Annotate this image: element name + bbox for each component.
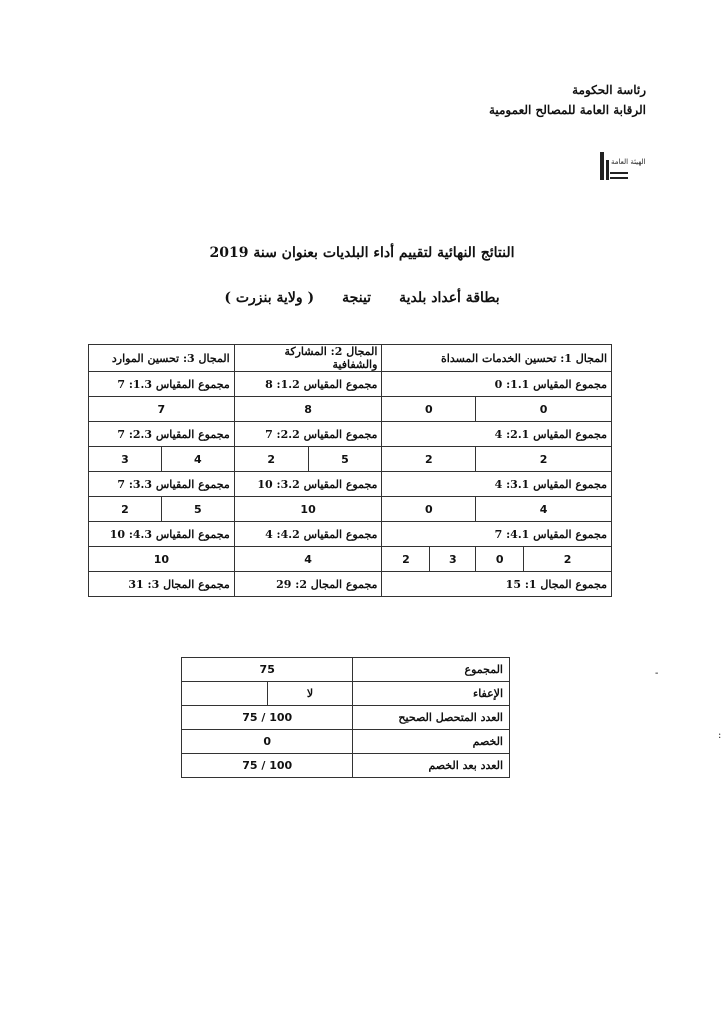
- measure-label: مجموع المقياس 1.2: 8: [234, 372, 382, 397]
- card-label: بطاقة أعداد بلدية: [399, 290, 500, 306]
- measure-label: مجموع المقياس 4.1: 7: [382, 522, 612, 547]
- measure-label: مجموع المقياس 2.1: 4: [382, 422, 612, 447]
- summary-value: 100 / 75: [182, 706, 353, 730]
- logo-icon: [596, 150, 646, 182]
- criterion-value: 2: [89, 497, 162, 522]
- page-title: النتائج النهائية لتقييم أداء البلديات بعنوان سنة 2019: [209, 245, 515, 261]
- criterion-value: 3: [89, 447, 162, 472]
- criterion-value: 0: [476, 547, 524, 572]
- measure-label: مجموع المقياس 2.2: 7: [234, 422, 382, 447]
- header-line-1: رئاسة الحكومة: [572, 83, 646, 97]
- criterion-value: 4: [234, 547, 382, 572]
- summary-label: المجموع: [353, 658, 510, 682]
- criterion-value: 4: [161, 447, 234, 472]
- criterion-value: 3: [430, 547, 476, 572]
- summary-value: 100 / 75: [182, 754, 353, 778]
- scan-mark: :: [718, 730, 722, 741]
- criterion-value: 0: [382, 497, 476, 522]
- measure-label: مجموع المقياس 4.2: 4: [234, 522, 382, 547]
- domain-2-title: المجال 2: المشاركة والشفافية: [234, 345, 382, 372]
- measure-label: مجموع المقياس 2.3: 7: [89, 422, 235, 447]
- criterion-value: 10: [89, 547, 235, 572]
- header-line-2: الرقابة العامة للمصالح العمومية: [488, 103, 646, 117]
- summary-label: الإعفاء: [353, 682, 510, 706]
- measure-label: مجموع المقياس 3.3: 7: [89, 472, 235, 497]
- criterion-value: 10: [234, 497, 382, 522]
- criterion-value: 0: [476, 397, 612, 422]
- criterion-value: 2: [382, 547, 430, 572]
- criterion-value: 0: [382, 397, 476, 422]
- measure-label: مجموع المقياس 3.2: 10: [234, 472, 382, 497]
- criterion-value: 5: [308, 447, 382, 472]
- criterion-value: 2: [476, 447, 612, 472]
- criterion-value: 2: [234, 447, 308, 472]
- measure-label: مجموع المقياس 1.3: 7: [89, 372, 235, 397]
- municipality-name: تينجة: [342, 290, 372, 306]
- logo-text: الهيئة العامة: [611, 158, 646, 166]
- summary-value: 75: [182, 658, 353, 682]
- summary-value: لا: [267, 682, 353, 706]
- header: [489, 80, 646, 120]
- criterion-value: 4: [476, 497, 612, 522]
- wilaya-name: ( ولاية بنزرت ): [224, 290, 315, 306]
- measure-label: مجموع المقياس 4.3: 10: [89, 522, 235, 547]
- card-subtitle: [0, 290, 724, 306]
- criterion-value: 2: [382, 447, 476, 472]
- measure-label: مجموع المقياس 1.1: 0: [382, 372, 612, 397]
- domain-1-total: مجموع المجال 1: 15: [382, 572, 612, 597]
- criterion-value: 8: [234, 397, 382, 422]
- summary-value: [182, 682, 268, 706]
- criterion-value: 7: [89, 397, 235, 422]
- domain-1-title: المجال 1: تحسين الخدمات المسداة: [382, 345, 612, 372]
- scan-mark: -: [655, 668, 659, 679]
- summary-table: [181, 657, 510, 778]
- summary-value: 0: [182, 730, 353, 754]
- domain-3-total: مجموع المجال 3: 31: [89, 572, 235, 597]
- summary-label: العدد بعد الخصم: [353, 754, 510, 778]
- domain-3-title: المجال 3: تحسين الموارد: [89, 345, 235, 372]
- criterion-value: 5: [161, 497, 234, 522]
- evaluation-table: [88, 344, 612, 597]
- summary-label: العدد المتحصل الصحيح: [353, 706, 510, 730]
- criterion-value: 2: [524, 547, 612, 572]
- measure-label: مجموع المقياس 3.1: 4: [382, 472, 612, 497]
- summary-label: الخصم: [353, 730, 510, 754]
- domain-2-total: مجموع المجال 2: 29: [234, 572, 382, 597]
